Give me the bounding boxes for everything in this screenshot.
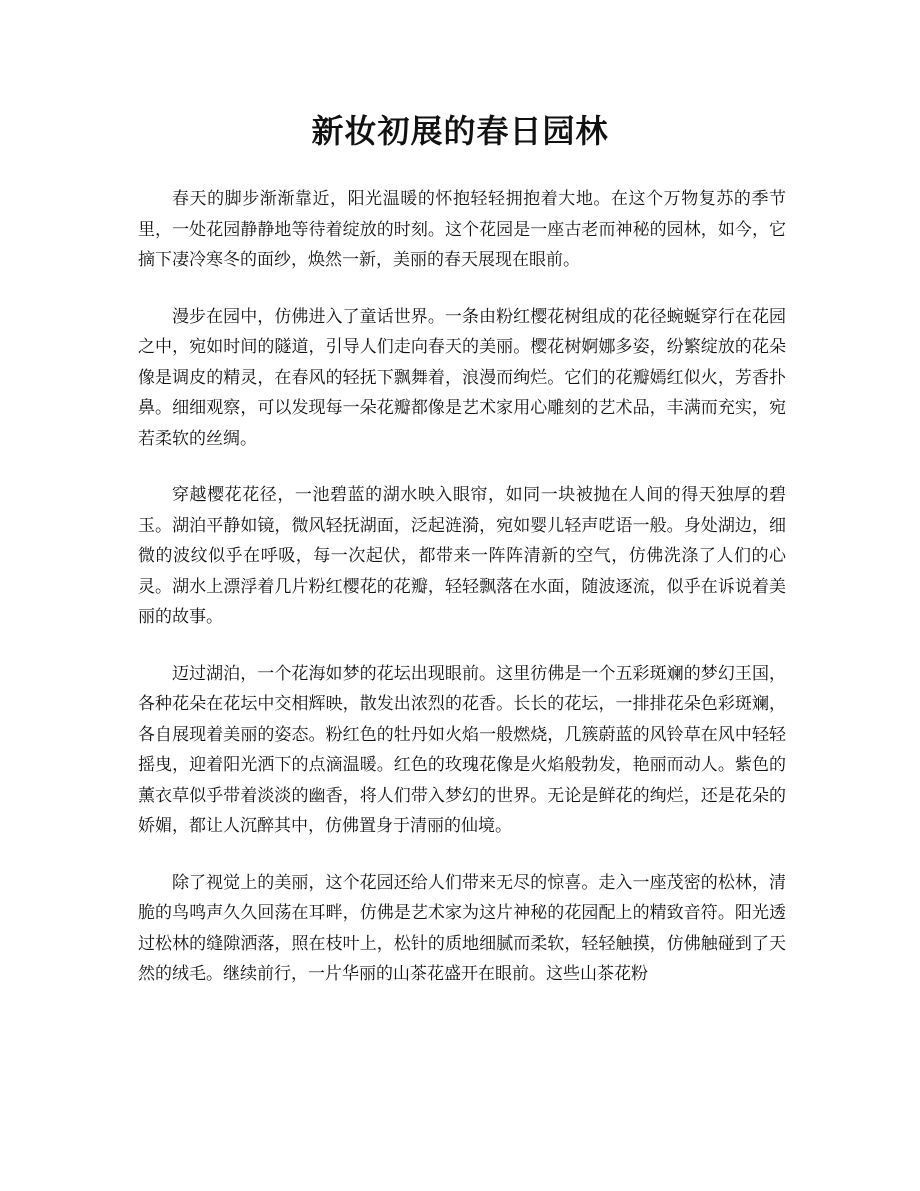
paragraph-3: 穿越樱花花径，一池碧蓝的湖水映入眼帘，如同一块被抛在人间的得天独厚的碧玉。湖泊平静如镜，微风轻抚湖面，泛起涟漪，宛如婴儿轻声呓语一般。身处湖边，细微的波纹似乎在呼吸，每一次起伏，都带来一阵阵清新的空气，仿佛洗涤了人们的心灵。湖水上漂浮着几片粉红樱花的花瓣，轻轻飘落在水面，随波逐流，似乎在诉说着美丽的故事。 bbox=[138, 485, 786, 627]
paragraph-1: 春天的脚步渐渐靠近，阳光温暖的怀抱轻轻拥抱着大地。在这个万物复苏的季节里，一处花园静静地等待着绽放的时刻。这个花园是一座古老而神秘的园林，如今，它摘下凄冷寒冬的面纱，焕然一新，美丽的春天展现在眼前。 bbox=[138, 189, 786, 270]
paragraph-4: 迈过湖泊，一个花海如梦的花坛出现眼前。这里彷佛是一个五彩斑斓的梦幻王国，各种花朵在花坛中交相辉映，散发出浓烈的花香。长长的花坛，一排排花朵色彩斑斓，各自展现着美丽的姿态。粉红色的牡丹如火焰一般燃烧，几簇蔚蓝的风铃草在风中轻轻摇曳，迎着阳光洒下的点滴温暖。红色的玫瑰花像是火焰般勃发，艳丽而动人。紫色的薰衣草似乎带着淡淡的幽香，将人们带入梦幻的世界。无论是鲜花的绚烂，还是花朵的娇媚，都让人沉醉其中，仿佛置身于清丽的仙境。 bbox=[138, 663, 786, 836]
paragraph-2: 漫步在园中，仿佛进入了童话世界。一条由粉红樱花树组成的花径蜿蜒穿行在花园之中，宛如时间的隧道，引导人们走向春天的美丽。樱花树婀娜多姿，纷繁绽放的花朵像是调皮的精灵，在春风的轻抚下飘舞着，浪漫而绚烂。它们的花瓣嫣红似火，芳香扑鼻。细细观察，可以发现每一朵花瓣都像是艺术家用心雕刻的艺术品，丰满而充实，宛若柔软的丝绸。 bbox=[138, 306, 786, 449]
page-title: 新妆初展的春日园林 bbox=[311, 112, 609, 150]
paragraph-5: 除了视觉上的美丽，这个花园还给人们带来无尽的惊喜。走入一座茂密的松林，清脆的鸟鸣声久久回荡在耳畔，仿佛是艺术家为这片神秘的花园配上的精致音符。阳光透过松林的缝隙洒落，照在枝叶上，松针的质地细腻而柔软，轻轻触摸，仿佛触碰到了天然的绒毛。继续前行，一片华丽的山茶花盛开在眼前。这些山茶花粉 bbox=[138, 872, 786, 984]
article-body bbox=[138, 184, 786, 1016]
